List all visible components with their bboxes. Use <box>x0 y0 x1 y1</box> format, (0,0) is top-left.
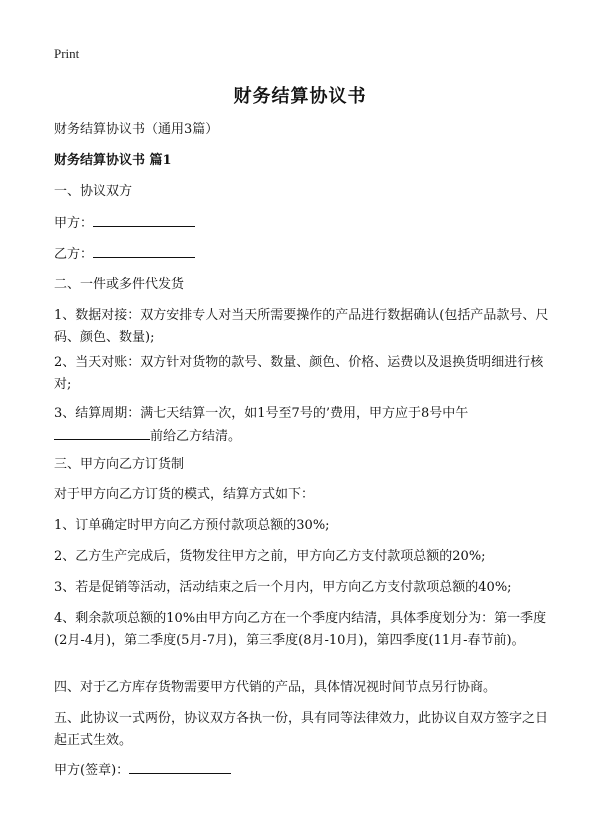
clause-data-sync: 1、数据对接：双方安排专人对当天所需要操作的产品进行数据确认(包括产品款号、尺码、颜色、数量); <box>54 308 549 345</box>
settlement-cycle-end: 前给乙方结清。 <box>150 429 242 444</box>
clause-order-2: 2、乙方生产完成后，货物发往甲方之前，甲方向乙方支付款项总额的20%; <box>54 549 486 564</box>
settlement-blank <box>54 425 150 440</box>
clause-order-3: 3、若是促销等活动，活动结束之后一个月内，甲方向乙方支付款项总额的40%; <box>54 580 512 595</box>
party-a-line <box>54 212 554 235</box>
settlement-cycle-text: 3、结算周期：满七天结算一次，如1号至7号的’费用，甲方应于8号中午 <box>54 406 469 421</box>
party-a-blank <box>93 212 195 227</box>
print-label: Print <box>54 46 80 61</box>
clause-daily-reconcile: 2、当天对账：双方针对货物的款号、数量、颜色、价格、运费以及退换货明细进行核对; <box>54 355 544 392</box>
party-a-label: 甲方： <box>54 216 94 231</box>
party-b-blank <box>93 243 195 258</box>
clause-dropship: 二、一件或多件代发货 <box>54 277 185 292</box>
party-b-line <box>54 243 554 266</box>
clause-order-intro: 对于甲方向乙方订货的模式，结算方式如下： <box>54 487 315 502</box>
clause-consignment: 四、对于乙方库存货物需要甲方代销的产品，具体情况视时间节点另行协商。 <box>54 680 497 695</box>
clause-parties: 一、协议双方 <box>54 184 133 199</box>
clause-order-1: 1、订单确定时甲方向乙方预付款项总额的30%; <box>54 518 330 533</box>
document-subtitle: 财务结算协议书（通用3篇） <box>54 122 219 137</box>
signature-blank <box>129 759 231 774</box>
section-heading: 财务结算协议书 篇1 <box>54 153 172 168</box>
party-b-label: 乙方： <box>54 247 94 262</box>
clause-order-system: 三、甲方向乙方订货制 <box>54 457 185 472</box>
signature-label: 甲方(签章)： <box>54 763 130 778</box>
clause-effectiveness: 五、此协议一式两份，协议双方各执一份，具有同等法律效力，此协议自双方签字之日起正式生效。 <box>54 711 549 748</box>
clause-settlement-cycle <box>54 403 554 448</box>
clause-order-4: 4、剩余款项总额的10%由甲方向乙方在一个季度内结清，具体季度划分为：第一季度(2月-4月)，第二季度(5月-7月)，第三季度(8月-10月)，第四季度(11月-春节前)。 <box>54 611 547 648</box>
signature-line <box>54 759 554 782</box>
document-title: 财务结算协议书 <box>233 86 367 107</box>
